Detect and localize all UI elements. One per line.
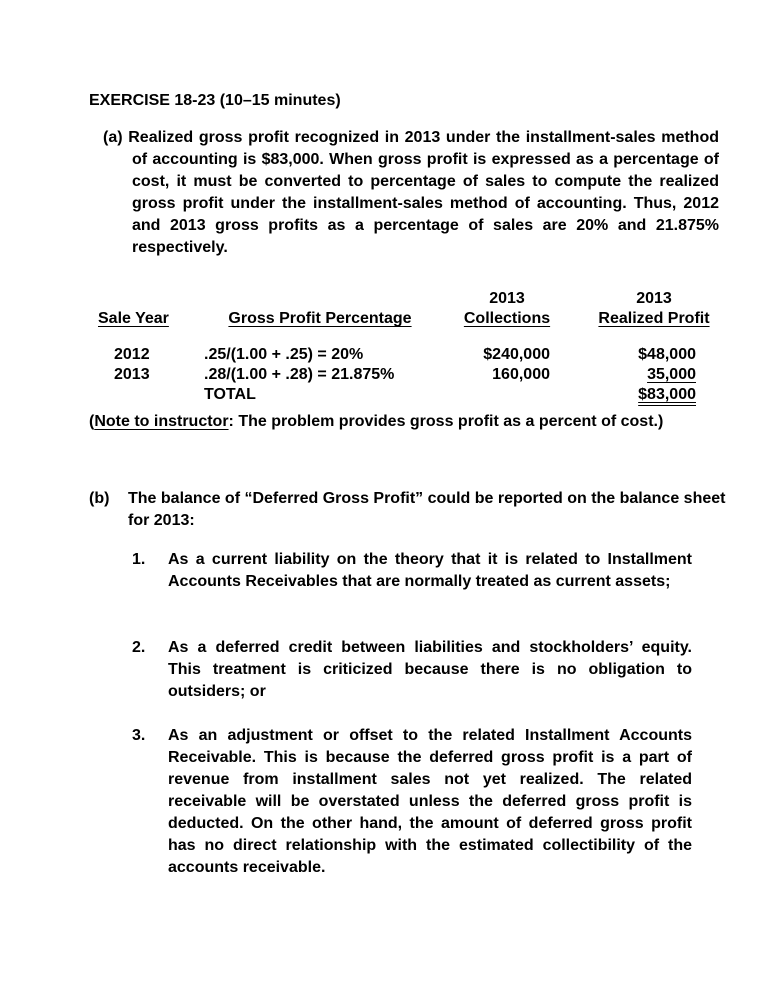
part-a-paragraph	[103, 127, 719, 259]
table-total-label: TOTAL	[204, 386, 256, 403]
sale-year-column	[114, 345, 150, 385]
header-realized-profit: 2013 Realized Profit	[598, 290, 710, 327]
table-total-value: $83,000	[638, 386, 696, 403]
header-gross-profit-percentage: Gross Profit Percentage	[228, 310, 412, 327]
table-cell-year: 2013	[114, 366, 150, 383]
table-cell-realized: 35,000	[647, 366, 696, 383]
exercise-title: EXERCISE 18-23 (10–15 minutes)	[89, 92, 341, 109]
note-to-instructor: (Note to instructor: The problem provides gross profit as a percent of cost.)	[89, 413, 664, 430]
table-cell-realized: $48,000	[638, 346, 696, 363]
part-a-label: (a)	[103, 129, 123, 146]
table-cell-collections: $240,000	[483, 346, 550, 363]
note-text: : The problem provides gross profit as a percent of cost.)	[228, 413, 664, 430]
header-collections: 2013 Collections	[463, 290, 551, 327]
realized-profit-column	[600, 345, 696, 405]
collections-column	[452, 345, 550, 385]
table-cell-year: 2012	[114, 346, 150, 363]
table-cell-percent: .25/(1.00 + .25) = 20%	[204, 346, 364, 363]
table-cell-percent: .28/(1.00 + .28) = 21.875%	[204, 366, 395, 383]
table-cell-collections: 160,000	[492, 366, 550, 383]
part-b-paragraph	[89, 488, 728, 532]
part-b-text: The balance of “Deferred Gross Profit” could be reported on the balance sheet for 2013:	[128, 490, 726, 529]
header-sale-year: Sale Year	[98, 310, 169, 327]
percentage-column	[204, 345, 394, 405]
document-page: EXERCISE 18-23 (10–15 minutes) (a) Realized gross profit recognized in 2013 under the installment-sales method of accounting is $83,000. When gross profit is expressed as a percentage of cost, it must be converted to percentage of sales to compute the realized gross profit under the installment-sales method of accounting. Thus, 2012 and 2013 gross profits as a percentage of sales are 20% and 21.875% respectively. Sale Year Gross Profit Percentage 2013 Collections 2013 Realized Profit 2012 2013 .25/(1.00 + .25) = 20% .28/(1.00 + .28) = 21.875% TOTAL $240,000 160,000 $48,000 35,000 $83,000 (Note to instructor: The problem provides gross profit as a percent of cost.) (b) The balance of “Deferred Gross Profit” could be reported on the balance sheet for 2013: 1. As a current liability on the theory that it is related to Installment Accounts Receivables that are normally treated as current assets; 2. As a deferred credit between liabilities and stockholders’ equity. This treatment is criticized because there is no obligation to outsiders; or 3. As an adjustment or offset to the related Installment Accounts Receivable. This is because the deferred gross profit is a part of revenue from installment sales not yet realized. The related receivable will be overstated unless the deferred gross profit is deducted. On the other hand, the amount of deferred gross profit has no direct relationship with the estimated collectibility of the accounts receivable.	[0, 0, 768, 994]
part-b-label: (b)	[89, 490, 110, 507]
note-label: Note to instructor	[94, 413, 229, 430]
part-a-text: Realized gross profit recognized in 2013 under the installment-sales method of accounting is $83,000. When gross profit is expressed as a percentage of cost, it must be converted to percentage of sales to compute the realized gross profit under the installment-sales method of accounting. Thus, 2012 and 2013 gross profits as a percentage of sales are 20% and 21.875% respectively.	[128, 129, 720, 256]
